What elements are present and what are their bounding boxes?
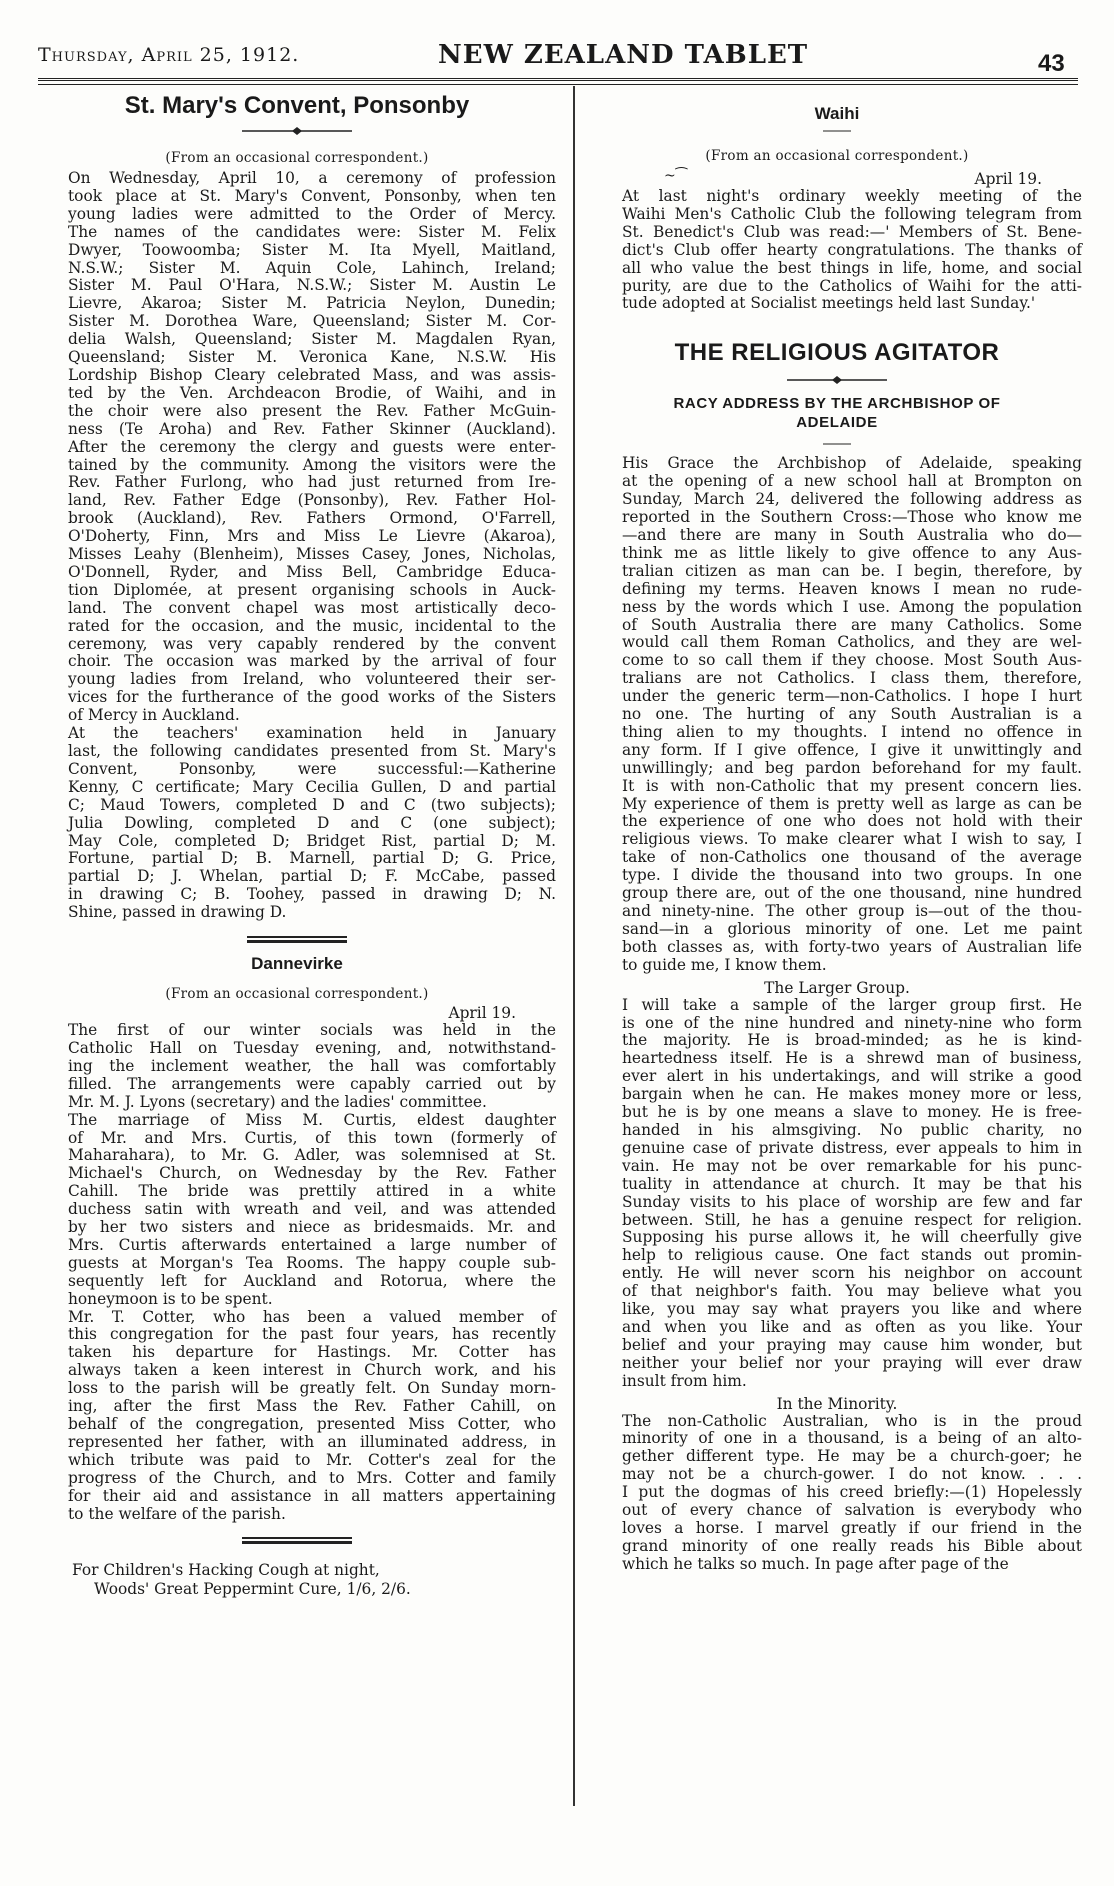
- text-line: and ninety-nine. The other group is—out of the thou-: [622, 902, 1082, 920]
- text-line: Cahill. The bride was prettily attired in a white: [68, 1182, 556, 1201]
- text-line: Sister M. Dorothea Ware, Queensland; Sister M. Cor-: [68, 312, 556, 331]
- text-line: rated for the occasion, and the music, incidental to the: [68, 616, 556, 635]
- text-line: this congregation for the past four years, has recently: [68, 1325, 556, 1344]
- article-heading-agitator: THE RELIGIOUS AGITATOR: [674, 339, 1000, 367]
- text-line: any form. If I give offence, I give it unwittingly and: [622, 740, 1082, 759]
- paragraph: [592, 997, 1082, 1391]
- text-line: filled. The arrangements were capably carried out by: [68, 1074, 556, 1093]
- text-line: is one of the nine hundred and ninety-nine who form: [622, 1013, 1082, 1032]
- text-line: St. Benedict's Club was read:—' Members of St. Bene-: [622, 222, 1082, 241]
- short-rule: [823, 441, 851, 447]
- text-line: guests at Morgan's Tea Rooms. The happy couple sub-: [68, 1253, 556, 1272]
- text-line: at the opening of a new school hall at Brompton on: [622, 472, 1082, 491]
- text-line: Waihi Men's Catholic Club the following telegram from: [622, 204, 1082, 223]
- text-line: to the welfare of the parish.: [68, 1504, 286, 1523]
- text-line: O'Donnell, Ryder, and Miss Bell, Cambridge Educa-: [68, 562, 556, 581]
- text-line: —and there are many in South Australia who do—: [622, 525, 1082, 544]
- subheading: ADELAIDE: [796, 414, 878, 432]
- text-line: help to religious cause. One fact stands out promin-: [622, 1246, 1082, 1265]
- text-line: The marriage of Miss M. Curtis, eldest daughter: [68, 1110, 556, 1129]
- text-line: Maharahara), to Mr. G. Adler, was solemnised at St.: [68, 1146, 556, 1165]
- subheading: RACY ADDRESS BY THE ARCHBISHOP OF: [673, 395, 1001, 413]
- text-line: On Wednesday, April 10, a ceremony of profession: [68, 169, 556, 187]
- text-line: Rev. Father Furlong, who had just returned from Ire-: [68, 473, 556, 492]
- text-line: reported in the Southern Cross:—Those who know me: [622, 508, 1082, 527]
- text-line: Supposing his purse allows it, he will cheerfully give: [622, 1228, 1082, 1247]
- text-line: The non-Catholic Australian, who is in the proud: [622, 1411, 1082, 1430]
- text-line: represented her father, with an illuminated address, in: [68, 1432, 556, 1451]
- text-line: of South Australia there are many Catholics. Some: [622, 615, 1082, 634]
- byline-waihi: (From an occasional correspondent.): [705, 148, 969, 164]
- text-line: handed in his almsgiving. No public charity, no: [622, 1120, 1082, 1139]
- flourish-icon: ~⁀: [664, 168, 687, 184]
- text-line: vices for the furtherance of the good works of the Sisters: [68, 688, 556, 707]
- paragraph: [38, 725, 556, 922]
- text-line: for their aid and assistance in all matters appertaining: [68, 1486, 556, 1505]
- text-line: would call them Roman Catholics, and they are wel-: [622, 633, 1082, 652]
- text-line: ently. He will never scorn his neighbor on account: [622, 1264, 1082, 1283]
- text-line: Mr. M. J. Lyons (secretary) and the ladies' committee.: [68, 1092, 487, 1111]
- text-line: gether different type. He may be a church-goer; he: [622, 1447, 1082, 1466]
- ornament-rule: [242, 126, 352, 136]
- text-line: purity, are due to the Catholics of Waihi for the atti-: [622, 276, 1082, 295]
- text-line: partial D; J. Whelan, partial D; F. McCabe, passed: [68, 867, 556, 886]
- text-line: all who value the best things in life, home, and social: [622, 258, 1082, 277]
- section-subhead: The Larger Group.: [764, 978, 910, 997]
- text-line: ness by the words which I use. Among the population: [622, 597, 1082, 616]
- text-line: last, the following candidates presented from St. Mary's: [68, 742, 556, 760]
- text-line: I will take a sample of the larger group first. He: [622, 995, 1082, 1014]
- text-line: It is with non-Catholic that my present concern lies.: [622, 776, 1082, 795]
- text-line: Mrs. Curtis afterwards entertained a large number of: [68, 1235, 556, 1254]
- text-line: thing alien to my thoughts. I intend no offence in: [622, 722, 1082, 741]
- text-line: tralians are not Catholics. I class them, therefore,: [622, 669, 1082, 688]
- text-line: tained by the community. Among the visitors were the: [68, 455, 556, 474]
- text-line: took place at St. Mary's Convent, Ponsonby, when ten: [68, 186, 556, 205]
- text-line: grand minority of one really reads his Bible about: [622, 1536, 1082, 1555]
- text-line: insult from him.: [622, 1371, 747, 1390]
- column-divider: [573, 86, 575, 1806]
- article-heading-ponsonby: St. Mary's Convent, Ponsonby: [124, 92, 470, 119]
- advert-line: Woods' Great Peppermint Cure, 1/6, 2/6.: [94, 1580, 411, 1599]
- text-line: tion Diplomée, at present organising schools in Auck-: [68, 580, 556, 599]
- text-line: After the ceremony the clergy and guests were enter-: [68, 437, 556, 456]
- text-line: sequently left for Auckland and Rotorua, where the: [68, 1271, 556, 1290]
- text-line: defining my terms. Heaven knows I mean no rude-: [622, 579, 1082, 598]
- right-column: [592, 90, 1082, 1574]
- text-line: C; Maud Towers, completed D and C (two subjects);: [68, 795, 556, 814]
- text-line: of Mercy in Auckland.: [68, 706, 240, 725]
- text-line: by her two sisters and niece as bridesmaids. Mr. and: [68, 1218, 556, 1237]
- issue-date: Thursday, April 25, 1912.: [38, 44, 300, 66]
- text-line: think me as little likely to give offence to any Aus-: [622, 543, 1082, 562]
- advertisement: [38, 1561, 556, 1599]
- text-line: His Grace the Archbishop of Adelaide, speaking: [622, 454, 1082, 473]
- text-line: At the teachers' examination held in January: [68, 724, 556, 743]
- dateline-waihi: April 19.: [974, 170, 1042, 188]
- text-line: the majority. He is broad-minded; as he is kind-: [622, 1031, 1082, 1050]
- text-line: genuine case of private distress, ever appeals to him in: [622, 1138, 1082, 1157]
- text-line: which he talks so much. In page after page of the: [622, 1554, 1009, 1573]
- text-line: belief and your praying may cause him wonder, but: [622, 1335, 1082, 1354]
- text-line: in drawing C; B. Toohey, passed in drawing D; N.: [68, 885, 556, 904]
- text-line: no one. The hurting of any South Australian is a: [622, 705, 1082, 724]
- text-line: tuality in attendance at church. It may be that his: [622, 1174, 1082, 1193]
- text-line: heartedness itself. He is a shrewd man of business,: [622, 1049, 1082, 1068]
- masthead-title: NEW ZEALAND TABLET: [438, 40, 809, 70]
- text-line: delia Walsh, Queensland; Sister M. Magdalen Ryan,: [68, 330, 556, 349]
- text-line: ing the inclement weather, the hall was comfortably: [68, 1056, 556, 1075]
- text-line: tralian citizen as man can be. I begin, therefore, by: [622, 561, 1082, 580]
- paragraph: [592, 455, 1082, 974]
- text-line: ceremony, was very capably rendered by the convent: [68, 634, 556, 653]
- text-line: O'Doherty, Finn, Mrs and Miss Le Lievre (Akaroa),: [68, 527, 556, 546]
- text-line: take of non-Catholics one thousand of the average: [622, 848, 1082, 867]
- text-line: of Mr. and Mrs. Curtis, of this town (formerly of: [68, 1128, 556, 1147]
- text-line: Sunday visits to his place of worship are few and far: [622, 1192, 1082, 1211]
- page-header: [38, 36, 1078, 80]
- text-line: both classes as, with forty-two years of Australian life: [622, 937, 1082, 956]
- text-line: duchess satin with wreath and veil, and was attended: [68, 1200, 556, 1219]
- page-number: 43: [1038, 50, 1065, 77]
- text-line: ever alert in his undertakings, and will strike a good: [622, 1067, 1082, 1086]
- text-line: may not be a church-gower. I do not know. . . .: [622, 1465, 1082, 1484]
- text-line: ing, after the first Mass the Rev. Father Cahill, on: [68, 1397, 556, 1416]
- text-line: neither your belief nor your praying will ever draw: [622, 1353, 1082, 1372]
- advert-line: For Children's Hacking Cough at night,: [72, 1561, 380, 1580]
- text-line: vain. He may not be over remarkable for his punc-: [622, 1156, 1082, 1175]
- text-line: land. The convent chapel was most artistically deco-: [68, 598, 556, 617]
- text-line: religious views. To make clearer what I wish to say, I: [622, 830, 1082, 849]
- text-line: land, Rev. Father Edge (Ponsonby), Rev. Father Hol-: [68, 491, 556, 510]
- text-line: loss to the parish will be greatly felt. On Sunday morn-: [68, 1379, 556, 1398]
- text-line: like, you may say what prayers you like and where: [622, 1300, 1082, 1319]
- text-line: Lordship Bishop Cleary celebrated Mass, and was assis-: [68, 365, 556, 384]
- text-line: Julia Dowling, completed D and C (one subject);: [68, 813, 556, 832]
- text-line: come to so call them if they choose. Most South Aus-: [622, 651, 1082, 670]
- text-line: behalf of the congregation, presented Miss Cotter, who: [68, 1415, 556, 1433]
- text-line: The first of our winter socials was held in the: [68, 1021, 556, 1040]
- text-line: Misses Leahy (Blenheim), Misses Casey, Jones, Nicholas,: [68, 545, 556, 564]
- ornament-rule: [787, 375, 887, 385]
- text-line: Dwyer, Toowoomba; Sister M. Ita Myell, Maitland,: [68, 240, 556, 259]
- left-column: [38, 90, 556, 1599]
- text-line: choir. The occasion was marked by the arrival of four: [68, 652, 556, 671]
- text-line: unwillingly; and beg pardon beforehand for my fault.: [622, 758, 1082, 777]
- text-line: brook (Auckland), Rev. Fathers Ormond, O'Farrell,: [68, 509, 556, 528]
- text-line: but he is by one means a slave to money. He is free-: [622, 1103, 1082, 1122]
- text-line: bargain when he can. He makes money more or less,: [622, 1085, 1082, 1104]
- text-line: Kenny, C certificate; Mary Cecilia Gullen, D and partial: [68, 777, 556, 796]
- text-line: ness (Te Aroha) and Rev. Father Skinner (Auckland).: [68, 419, 556, 438]
- text-line: progress of the Church, and to Mrs. Cotter and family: [68, 1468, 556, 1487]
- text-line: Sunday, March 24, delivered the following address as: [622, 490, 1082, 509]
- text-line: Convent, Ponsonby, were successful:—Katherine: [68, 759, 556, 778]
- paragraph: [38, 170, 556, 725]
- short-rule: [823, 128, 851, 134]
- text-line: Fortune, partial D; B. Marnell, partial D; G. Price,: [68, 849, 556, 868]
- text-line: Catholic Hall on Tuesday evening, and, notwithstand-: [68, 1038, 556, 1057]
- text-line: My experience of them is pretty well as large as can be: [622, 794, 1082, 813]
- text-line: type. I divide the thousand into two groups. In one: [622, 866, 1082, 885]
- dateline-row: [592, 170, 1082, 188]
- text-line: minority of one in a thousand, is a being of an alto-: [622, 1429, 1082, 1448]
- text-line: and when you like and as often as you like. Your: [622, 1317, 1082, 1336]
- text-line: the experience of one who does not hold with their: [622, 812, 1082, 831]
- text-line: May Cole, completed D; Bridget Rist, partial D; M.: [68, 831, 556, 850]
- section-rule: [242, 1537, 352, 1545]
- article-heading-waihi: Waihi: [814, 104, 860, 123]
- text-line: Shine, passed in drawing D.: [68, 903, 287, 922]
- byline-dannevirke: (From an occasional correspondent.): [165, 986, 429, 1003]
- paragraph: [592, 1413, 1082, 1574]
- text-line: between. Still, he has a genuine respect for religion.: [622, 1210, 1082, 1229]
- text-line: Mr. T. Cotter, who has been a valued member of: [68, 1307, 556, 1326]
- text-line: honeymoon is to be spent.: [68, 1289, 273, 1308]
- text-line: the choir were also present the Rev. Father McGuin-: [68, 401, 556, 420]
- text-line: under the generic term—non-Catholics. I hope I hurt: [622, 687, 1082, 706]
- header-rule: [38, 78, 1078, 85]
- paragraph: [38, 1112, 556, 1309]
- text-line: tude adopted at Socialist meetings held last Sunday.': [622, 294, 1036, 313]
- article-heading-dannevirke: Dannevirke: [251, 954, 343, 974]
- byline-ponsonby: (From an occasional correspondent.): [165, 150, 429, 166]
- paragraph: [592, 188, 1082, 313]
- text-line: Queensland; Sister M. Veronica Kane, N.S.W. His: [68, 348, 556, 367]
- paragraph: [38, 1309, 556, 1524]
- text-line: of that neighbor's faith. You may believe what you: [622, 1282, 1082, 1301]
- paragraph: [38, 1022, 556, 1112]
- text-line: ted by the Ven. Archdeacon Brodie, of Waihi, and in: [68, 383, 556, 402]
- text-line: group there are, out of the one thousand, nine hundred: [622, 884, 1082, 903]
- text-line: taken his departure for Hastings. Mr. Cotter has: [68, 1343, 556, 1362]
- text-line: N.S.W.; Sister M. Aquin Cole, Lahinch, Ireland;: [68, 258, 556, 277]
- text-line: The names of the candidates were: Sister M. Felix: [68, 222, 556, 241]
- text-line: which tribute was paid to Mr. Cotter's zeal for the: [68, 1450, 556, 1469]
- text-line: young ladies from Ireland, who volunteered their ser-: [68, 670, 556, 689]
- text-line: sand—in a glorious minority of one. Let me paint: [622, 919, 1082, 938]
- text-line: dict's Club offer hearty congratulations. The thanks of: [622, 240, 1082, 259]
- text-line: Lievre, Akaroa; Sister M. Patricia Neylon, Dunedin;: [68, 294, 556, 313]
- text-line: loves a horse. I marvel greatly if our friend in the: [622, 1519, 1082, 1537]
- text-line: Michael's Church, on Wednesday by the Rev. Father: [68, 1164, 556, 1183]
- section-rule: [247, 936, 347, 944]
- dateline-dannevirke: April 19.: [448, 1004, 516, 1023]
- text-line: out of every chance of salvation is everybody who: [622, 1501, 1082, 1520]
- section-subhead: In the Minority.: [776, 1394, 898, 1413]
- text-line: Sister M. Paul O'Hara, N.S.W.; Sister M. Austin Le: [68, 276, 556, 295]
- text-line: always taken a keen interest in Church work, and his: [68, 1361, 556, 1380]
- text-line: At last night's ordinary weekly meeting of the: [622, 187, 1082, 205]
- text-line: young ladies were admitted to the Order of Mercy.: [68, 204, 556, 223]
- text-line: I put the dogmas of his creed briefly:—(1) Hopelessly: [622, 1483, 1082, 1502]
- text-line: to guide me, I know them.: [622, 955, 827, 974]
